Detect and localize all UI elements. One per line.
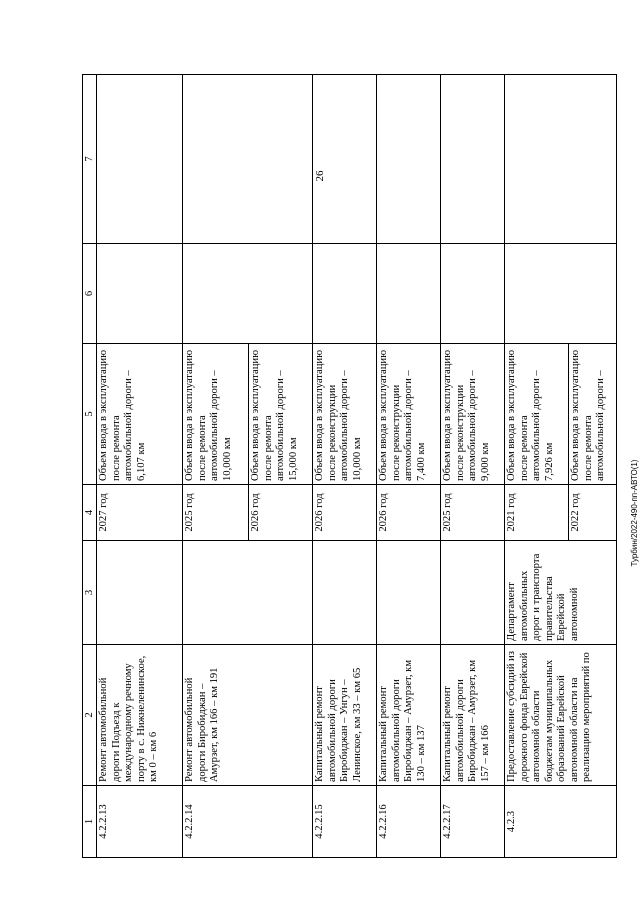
row-number: 4.2.2.15 [313, 786, 377, 858]
page-number: 26 [314, 170, 326, 182]
year: 2021 год [505, 485, 569, 541]
col-6-cell [441, 244, 505, 344]
executor: Департамент автомобильных дорог и транспорта правительства Еврейской автономной [505, 541, 617, 645]
executor [313, 541, 377, 645]
header-col-4: 4 [83, 485, 97, 541]
header-col-1: 1 [83, 786, 97, 858]
col-6-cell [377, 244, 441, 344]
executor [441, 541, 505, 645]
indicator: Объем ввода в эксплуатацию после ремонта автомобильной дороги – 6,107 км [97, 344, 183, 485]
header-col-3: 3 [83, 541, 97, 645]
col-7-cell [97, 75, 183, 244]
col-6-cell [97, 244, 183, 344]
year: 2026 год [249, 485, 313, 541]
header-col-6: 6 [83, 244, 97, 344]
year: 2025 год [441, 485, 505, 541]
table-row [441, 75, 505, 858]
indicator: Объем ввода в эксплуатацию после ремонта автомобильной дороги – 15,000 км [249, 344, 313, 485]
col-7-cell [183, 75, 313, 244]
activity-name: Капитальный ремонт автомобильной дороги Биробиджан – Амурзет, км 157 – км 166 [441, 645, 505, 786]
activity-name: Ремонт автомобильной дороги Подъезд к международному речному порту в с. Нижнеленинское, км 0 – км 6 [97, 645, 183, 786]
row-number: 4.2.2.17 [441, 786, 505, 858]
row-number: 4.2.2.13 [97, 786, 183, 858]
activity-name: Капитальный ремонт автомобильной дороги Биробиджан – Амурзет, км 130 – км 137 [377, 645, 441, 786]
executor [377, 541, 441, 645]
row-number: 4.2.2.16 [377, 786, 441, 858]
col-6-cell [313, 244, 377, 344]
year: 2025 год [183, 485, 249, 541]
indicator: Объем ввода в эксплуатацию после ремонта автомобильной дороги – [569, 344, 617, 485]
indicator: Объем ввода в эксплуатацию после реконструкции автомобильной дороги – 7,400 км [377, 344, 441, 485]
document-code: Турбин/2022-490-пп-АВТО(1) [630, 459, 639, 567]
activity-name: Ремонт автомобильной дороги Биробиджан – Амурзет, км 166 – км 191 [183, 645, 313, 786]
col-6-cell [505, 244, 617, 344]
header-col-5: 5 [83, 344, 97, 485]
col-7-cell [441, 75, 505, 244]
indicator: Объем ввода в эксплуатацию после реконструкции автомобильной дороги – 10,000 км [313, 344, 377, 485]
row-number: 4.2.3 [505, 786, 617, 858]
activity-name: Капитальный ремонт автомобильной дороги Биробиджан – Унгун – Ленинское, км 33 – км 65 [313, 645, 377, 786]
col-7-cell [505, 75, 617, 244]
executor [183, 541, 313, 645]
header-row [83, 75, 97, 858]
row-number: 4.2.2.14 [183, 786, 313, 858]
year: 2026 год [313, 485, 377, 541]
indicator: Объем ввода в эксплуатацию после ремонта автомобильной дороги – 10,000 км [183, 344, 249, 485]
table-row [505, 75, 569, 858]
table-row [97, 75, 183, 858]
table-row [377, 75, 441, 858]
table-row [313, 75, 377, 858]
col-7-cell [313, 75, 377, 244]
year: 2027 год [97, 485, 183, 541]
activities-table [82, 74, 617, 858]
executor [97, 541, 183, 645]
table-row [183, 75, 249, 858]
year: 2026 год [377, 485, 441, 541]
activity-name: Предоставление субсидий из дорожного фонда Еврейской автономной области бюджетам муниципальных образований Еврейской автономной области на реализацию мероприятий по [505, 645, 617, 786]
col-7-cell [377, 75, 441, 244]
indicator: Объем ввода в эксплуатацию после реконструкции автомобильной дороги – 9,000 км [441, 344, 505, 485]
year: 2022 год [569, 485, 617, 541]
header-col-7: 7 [83, 75, 97, 244]
header-col-2: 2 [83, 645, 97, 786]
col-6-cell [183, 244, 313, 344]
rotated-table-block [82, 75, 606, 858]
indicator: Объем ввода в эксплуатацию после ремонта автомобильной дороги – 7,926 км [505, 344, 569, 485]
